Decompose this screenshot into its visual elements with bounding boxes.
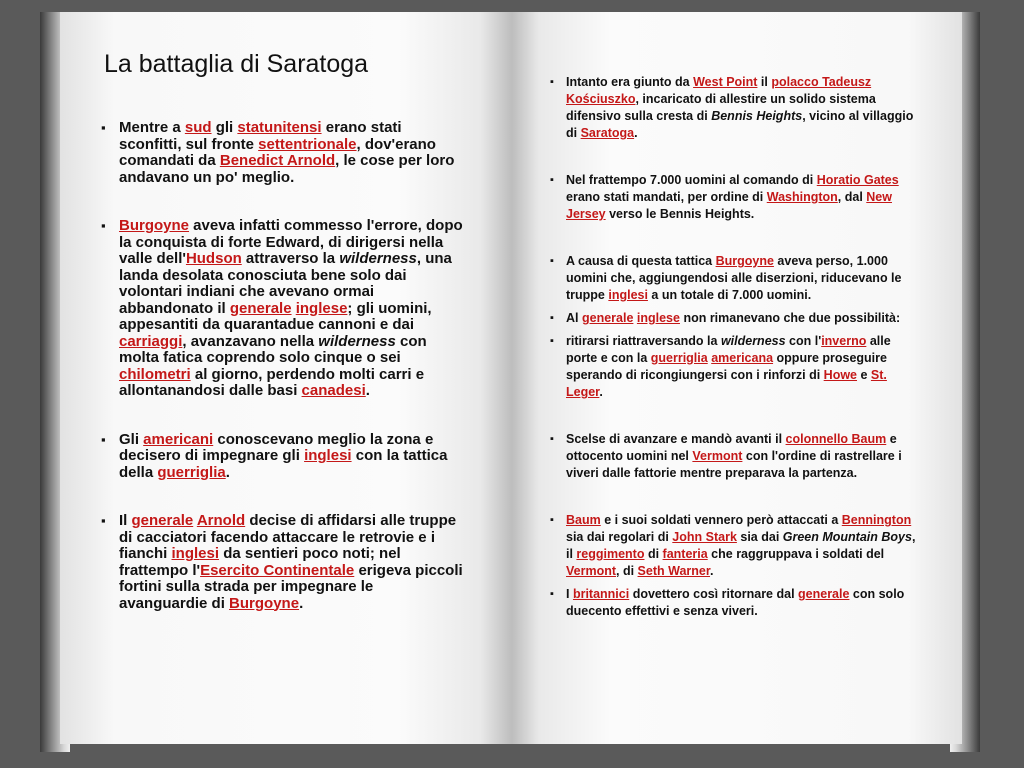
text-run: , di <box>616 564 638 578</box>
bullet-item <box>566 172 916 223</box>
wiki-link[interactable]: John Stark <box>672 530 737 544</box>
left-page <box>60 12 512 744</box>
wiki-link[interactable]: Arnold <box>196 512 246 529</box>
text-run: e <box>857 368 871 382</box>
bullet-item <box>119 432 463 482</box>
text-run: con l'ordine di rastrellare i viveri dalle fattorie mentre preparava la partenza. <box>566 449 902 480</box>
page-title: La battaglia di Saratoga <box>104 50 369 78</box>
wiki-link[interactable]: inglese <box>295 299 348 317</box>
italic-text: Green Mountain Boys <box>782 530 912 544</box>
wiki-link[interactable]: West Point <box>693 75 758 89</box>
text-run: che raggruppava i soldati del <box>707 547 885 561</box>
wiki-link[interactable]: inglesi <box>304 447 352 464</box>
text-run: , dal <box>837 190 867 204</box>
wiki-link[interactable]: inverno <box>821 334 867 348</box>
wiki-link[interactable]: guerriglia <box>157 463 226 481</box>
text-run: A causa di questa tattica <box>566 254 716 268</box>
wiki-link[interactable]: Bennington <box>841 513 912 527</box>
text-run: . <box>225 463 230 481</box>
wiki-link[interactable]: Burgoyne <box>229 594 300 612</box>
text-run: Gli <box>119 430 144 448</box>
text-run: Il <box>119 512 132 529</box>
wiki-link[interactable]: colonnello Baum <box>785 432 887 446</box>
wiki-link[interactable]: fanteria <box>662 547 708 561</box>
text-run: verso le Bennis Heights. <box>605 207 755 221</box>
text-run: . <box>634 126 638 140</box>
text-run: dovettero così ritornare dal <box>629 587 799 601</box>
wiki-link[interactable]: Washington <box>766 190 838 204</box>
text-run: Scelse di avanzare e mandò avanti il <box>566 432 786 446</box>
wiki-link[interactable]: Burgoyne <box>715 254 774 268</box>
text-run: con l' <box>785 334 822 348</box>
text-run: Al <box>566 311 582 325</box>
bullet-item <box>566 310 916 327</box>
bullet-item <box>566 512 916 580</box>
text-run: non rimanevano che due possibilità: <box>679 311 901 325</box>
text-run: aveva perso, 1.000 uomini che, aggiungendosi alle diserzioni, riducevano le truppe <box>566 254 902 302</box>
wiki-link[interactable]: polacco Tadeusz Kościuszko <box>566 75 872 106</box>
wiki-link[interactable]: inglesi <box>608 288 648 302</box>
wiki-link[interactable]: Horatio Gates <box>816 173 899 187</box>
wiki-link[interactable]: Seth Warner <box>637 564 711 578</box>
wiki-link[interactable]: Baum <box>566 513 601 527</box>
text-run: , il <box>566 530 916 561</box>
wiki-link[interactable]: chilometri <box>119 365 191 383</box>
bullet-item <box>566 586 916 620</box>
wiki-link[interactable]: Hudson <box>185 250 242 267</box>
wiki-link[interactable]: generale <box>131 512 194 529</box>
text-run: attraverso la <box>241 250 340 267</box>
wiki-link[interactable]: sud <box>184 119 212 136</box>
text-run: gli <box>211 119 238 136</box>
left-bullet-list <box>119 120 463 644</box>
wiki-link[interactable]: Esercito Continentale <box>200 561 355 579</box>
text-run: erano stati mandati, per ordine di <box>566 190 767 204</box>
wiki-link[interactable]: americana <box>711 351 774 365</box>
bullet-item <box>119 120 463 186</box>
right-bullet-list <box>566 74 916 626</box>
text-run: Nel frattempo 7.000 uomini al comando di <box>566 173 817 187</box>
text-run: il <box>757 75 772 89</box>
text-run: aveva infatti commesso l'errore, dopo la conquista di forte Edward, di dirigersi nella valle dell' <box>119 217 463 267</box>
wiki-link[interactable]: guerriglia <box>650 351 708 365</box>
wiki-link[interactable]: settentrionale <box>258 135 357 153</box>
text-run: alle porte e con la <box>566 334 891 365</box>
text-run: Mentre a <box>119 119 185 136</box>
text-run: , dov'erano comandati da <box>119 135 436 169</box>
bullet-item <box>566 74 916 142</box>
text-run: sia dai <box>736 530 783 544</box>
wiki-link[interactable]: reggimento <box>576 547 645 561</box>
text-run: sia dai regolari di <box>566 530 673 544</box>
text-run: erigeva piccoli fortini sulla strada per impegnare le avanguardie di <box>119 561 463 612</box>
text-run: oppure proseguire sperando di ricongiungersi con i rinforzi di <box>566 351 887 382</box>
right-page <box>512 12 962 744</box>
text-run: . <box>710 564 714 578</box>
bullet-item <box>566 333 916 401</box>
text-run: , avanzavano nella <box>182 332 319 350</box>
text-run: ritirarsi riattraversando la <box>566 334 721 348</box>
italic-text: wilderness <box>318 332 396 350</box>
wiki-link[interactable]: St. Leger <box>566 368 887 399</box>
text-run: , le cose per loro andavano un po' meglio. <box>119 152 455 186</box>
text-run: . <box>599 385 603 399</box>
text-run: . <box>299 594 304 612</box>
bullet-item <box>566 431 916 482</box>
wiki-link[interactable]: Benedict Arnold <box>219 152 336 169</box>
italic-text: wilderness <box>339 250 417 267</box>
wiki-link[interactable]: statunitensi <box>237 119 322 136</box>
text-run: da sentieri poco noti; nel frattempo l' <box>119 545 401 579</box>
text-run: e i suoi soldati vennero però attaccati a <box>600 513 842 527</box>
text-run: , vicino al villaggio di <box>566 109 914 140</box>
text-run: ; gli uomini, appesantiti da quarantadue cannoni e dai <box>119 299 432 333</box>
text-run: , una landa desolata conosciuta bene solo dai volontari indiani che avevano ormai abbandonato il <box>119 250 452 317</box>
wiki-link[interactable]: Howe <box>823 368 858 382</box>
wiki-link[interactable]: generale <box>229 299 292 317</box>
text-run: con molta fatica coprendo solo cinque o sei <box>119 332 427 366</box>
wiki-link[interactable]: Burgoyne <box>119 217 190 234</box>
wiki-link[interactable]: Vermont <box>692 449 743 463</box>
wiki-link[interactable]: britannici <box>572 587 630 601</box>
bullet-item <box>566 253 916 304</box>
text-run: di <box>644 547 663 561</box>
wiki-link[interactable]: Saratoga <box>580 126 635 140</box>
bullet-item <box>119 513 463 612</box>
wiki-link[interactable]: New Jersey <box>566 190 892 221</box>
italic-text: Bennis Heights <box>711 109 803 123</box>
wiki-link[interactable]: carriaggi <box>119 332 183 350</box>
bullet-item <box>119 218 463 400</box>
italic-text: wilderness <box>720 334 786 348</box>
text-run: I <box>566 587 573 601</box>
text-run: con solo duecento effettivi e senza viveri. <box>566 587 905 618</box>
wiki-link[interactable]: canadesi <box>301 382 366 399</box>
text-run: con la tattica della <box>119 447 448 481</box>
text-run: Intanto era giunto da <box>566 75 694 89</box>
wiki-link[interactable]: generale <box>581 311 634 325</box>
text-run: e ottocento uomini nel <box>566 432 897 463</box>
wiki-link[interactable]: inglesi <box>171 545 220 562</box>
wiki-link[interactable]: Vermont <box>566 564 617 578</box>
text-run: decise di affidarsi alle truppe di cacciatori facendo attaccare le retrovie e i fianchi <box>119 512 457 562</box>
wiki-link[interactable]: inglese <box>636 311 680 325</box>
wiki-link[interactable]: generale <box>798 587 850 601</box>
text-run: al giorno, perdendo molti carri e allontanandosi dalle basi <box>119 365 425 399</box>
text-run: , incaricato di allestire un solido sistema difensivo sulla cresta di <box>566 92 876 123</box>
text-run: . <box>365 382 370 399</box>
text-run: erano stati sconfitti, sul fronte <box>119 119 402 153</box>
text-run: conoscevano meglio la zona e decisero di impegnare gli <box>119 430 434 464</box>
wiki-link[interactable]: americani <box>143 430 214 448</box>
text-run: a un totale di 7.000 uomini. <box>647 288 812 302</box>
